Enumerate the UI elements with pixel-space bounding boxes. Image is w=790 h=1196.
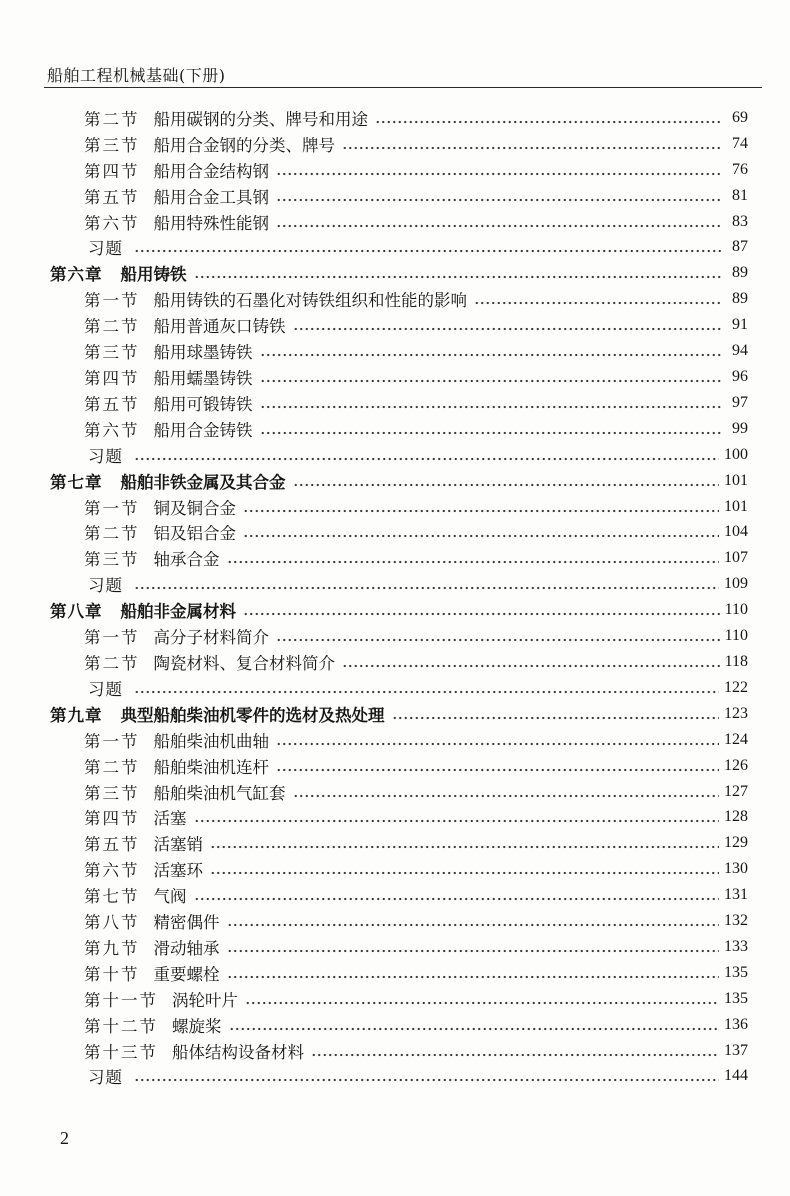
section-title: 活塞 [153,809,187,829]
page-number: 89 [732,290,748,308]
toc-exercises-entry [0,571,748,597]
dot-leader [243,534,719,538]
section-title: 螺旋桨 [172,1016,222,1036]
section-title: 船用合金工具钢 [153,187,269,207]
page-number: 132 [724,912,748,930]
dot-leader [293,483,720,487]
dot-leader [375,120,721,124]
toc-chapter-entry [0,701,748,727]
toc-section-entry [0,856,748,882]
toc-section-entry [0,183,748,209]
section-title: 涡轮叶片 [172,990,238,1010]
dot-leader [243,509,719,513]
section-number: 第六节 [84,861,140,881]
dot-leader [134,690,719,694]
section-number: 第六节 [84,420,140,440]
dot-leader [227,560,720,564]
dot-leader [194,897,720,901]
section-number: 第一节 [84,291,140,311]
section-number: 第十二节 [84,1016,158,1036]
section-title: 船体结构设备材料 [172,1042,304,1062]
toc-section-entry [0,727,748,753]
dot-leader [293,794,720,798]
dot-leader [134,1078,719,1082]
section-number: 第一节 [84,731,140,751]
section-title: 气阀 [153,887,187,907]
toc-exercises-entry [0,1064,748,1090]
section-title: 滑动轴承 [153,938,220,958]
running-header-title: 船舶工程机械基础(下册) [47,66,226,85]
section-title: 活塞销 [153,835,203,855]
section-title: 船舶柴油机连杆 [153,757,269,777]
toc-section-entry [0,131,748,157]
dot-leader [474,301,721,305]
section-title: 高分子材料简介 [153,628,269,648]
toc-section-entry [0,105,748,131]
toc-section-entry [0,623,748,649]
page-number: 91 [732,316,748,334]
page-number: 135 [724,989,748,1007]
section-number: 第九节 [84,938,140,958]
page-number: 110 [724,627,748,645]
page-number: 135 [724,963,748,981]
toc-section-entry [0,649,748,675]
page-number: 107 [724,549,748,567]
dot-leader [342,146,721,150]
section-number: 第一节 [84,498,140,518]
section-title: 船用铸铁的石墨化对铸铁组织和性能的影响 [153,291,467,311]
page-number: 128 [724,808,748,826]
page-number: 118 [724,652,748,670]
toc-section-entry [0,934,748,960]
section-title: 船用普通灰口铸铁 [153,317,286,337]
toc-section-entry [0,209,748,235]
page-number: 74 [732,134,748,152]
page-number: 100 [724,445,748,463]
toc-exercises-entry [0,442,748,468]
toc-section-entry [0,286,748,312]
page-number: 109 [724,575,748,593]
page-number: 126 [724,756,748,774]
chapter-number: 第六章 [50,265,103,285]
exercises-label: 习题 [88,1068,123,1088]
dot-leader [260,353,722,357]
section-number: 第三节 [84,550,140,570]
dot-leader [276,742,719,746]
page-number: 69 [732,108,748,126]
dot-leader [276,172,721,176]
section-title: 精密偶件 [153,913,220,933]
dot-leader [134,457,719,461]
dot-leader [342,664,720,668]
toc-section-entry [0,1038,748,1064]
page-number: 123 [724,704,748,722]
page-number: 97 [732,393,748,411]
section-title: 船舶柴油机曲轴 [153,731,269,751]
toc-exercises-entry [0,235,748,261]
toc-section-entry [0,494,748,520]
toc-section-entry [0,416,748,442]
page-number: 99 [732,419,748,437]
section-number: 第六节 [84,213,140,233]
page-number: 127 [724,782,748,800]
folio-page-number: 2 [60,1128,69,1148]
page-number: 76 [732,160,748,178]
toc-section-entry [0,312,748,338]
page-number: 137 [724,1041,748,1059]
dot-leader [260,431,722,435]
section-title: 铝及铝合金 [153,524,236,544]
exercises-label: 习题 [88,239,123,259]
dot-leader [210,871,719,875]
section-title: 船用合金铸铁 [153,420,253,440]
section-number: 第三节 [84,783,140,803]
toc-section-entry [0,520,748,546]
page-number: 81 [732,186,748,204]
section-number: 第七节 [84,887,140,907]
chapter-title: 船用铸铁 [120,265,187,285]
dot-leader [194,275,722,279]
toc-section-entry [0,157,748,183]
dot-leader [392,716,720,720]
dot-leader [134,586,719,590]
toc-section-entry [0,830,748,856]
section-title: 船用蠕墨铸铁 [153,369,253,389]
section-number: 第二节 [84,317,140,337]
toc-section-entry [0,545,748,571]
section-number: 第十三节 [84,1042,158,1062]
page-number: 94 [732,342,748,360]
section-number: 第一节 [84,628,140,648]
dot-leader [194,819,720,823]
section-title: 铜及铜合金 [153,498,236,518]
page-number: 133 [724,937,748,955]
chapter-title: 典型船舶柴油机零件的选材及热处理 [120,705,385,725]
dot-leader [276,224,721,228]
header-rule [44,87,762,88]
dot-leader [260,379,722,383]
dot-leader [276,638,720,642]
toc-section-entry [0,364,748,390]
section-title: 船用碳钢的分类、牌号和用途 [153,109,368,129]
section-title: 船用合金结构钢 [153,161,269,181]
table-of-contents [0,105,748,1089]
section-title: 船用球墨铸铁 [153,343,253,363]
toc-section-entry [0,882,748,908]
toc-section-entry [0,804,748,830]
chapter-number: 第七章 [50,472,103,492]
section-number: 第十一节 [84,990,158,1010]
section-number: 第十节 [84,964,140,984]
dot-leader [293,327,722,331]
dot-leader [210,845,719,849]
page-number: 131 [724,886,748,904]
dot-leader [276,768,719,772]
exercises-label: 习题 [88,576,123,596]
exercises-label: 习题 [88,679,123,699]
dot-leader [134,249,721,253]
section-number: 第五节 [84,187,140,207]
page-number: 129 [724,834,748,852]
dot-leader [227,975,720,979]
section-number: 第三节 [84,343,140,363]
page-number: 136 [724,1015,748,1033]
section-number: 第四节 [84,369,140,389]
section-title: 船舶柴油机气缸套 [153,783,286,803]
section-number: 第二节 [84,757,140,777]
page-number: 130 [724,860,748,878]
toc-section-entry [0,986,748,1012]
page-number: 89 [732,264,748,282]
toc-section-entry [0,1012,748,1038]
page-number: 87 [732,238,748,256]
dot-leader [276,198,721,202]
toc-chapter-entry [0,597,748,623]
page-number: 104 [724,523,748,541]
section-title: 船用特殊性能钢 [153,213,269,233]
toc-section-entry [0,960,748,986]
toc-section-entry [0,390,748,416]
section-number: 第四节 [84,809,140,829]
section-number: 第四节 [84,161,140,181]
section-title: 陶瓷材料、复合材料简介 [153,653,335,673]
chapter-number: 第九章 [50,705,103,725]
section-title: 重要螺栓 [153,964,220,984]
toc-exercises-entry [0,675,748,701]
toc-section-entry [0,753,748,779]
toc-section-entry [0,779,748,805]
section-title: 活塞环 [153,861,203,881]
toc-chapter-entry [0,260,748,286]
exercises-label: 习题 [88,446,123,466]
dot-leader [243,612,720,616]
dot-leader [229,1027,720,1031]
section-number: 第五节 [84,394,140,414]
section-number: 第二节 [84,653,140,673]
dot-leader [227,949,720,953]
page-number: 96 [732,368,748,386]
section-number: 第五节 [84,835,140,855]
dot-leader [311,1053,719,1057]
toc-chapter-entry [0,468,748,494]
chapter-number: 第八章 [50,602,103,622]
toc-section-entry [0,908,748,934]
page-number: 101 [724,497,748,515]
section-number: 第二节 [84,109,140,129]
dot-leader [227,923,720,927]
section-title: 船用合金钢的分类、牌号 [153,135,335,155]
chapter-title: 船舶非铁金属及其合金 [120,472,286,492]
page-number: 144 [724,1067,748,1085]
section-title: 轴承合金 [153,550,220,570]
page-number: 124 [724,730,748,748]
page-number: 101 [724,471,748,489]
section-number: 第八节 [84,913,140,933]
chapter-title: 船舶非金属材料 [120,602,236,622]
section-number: 第二节 [84,524,140,544]
page-number: 83 [732,212,748,230]
section-title: 船用可锻铸铁 [153,394,253,414]
page-number: 122 [724,678,748,696]
page-number: 110 [724,601,748,619]
toc-section-entry [0,338,748,364]
dot-leader [260,405,722,409]
dot-leader [245,1001,719,1005]
section-number: 第三节 [84,135,140,155]
